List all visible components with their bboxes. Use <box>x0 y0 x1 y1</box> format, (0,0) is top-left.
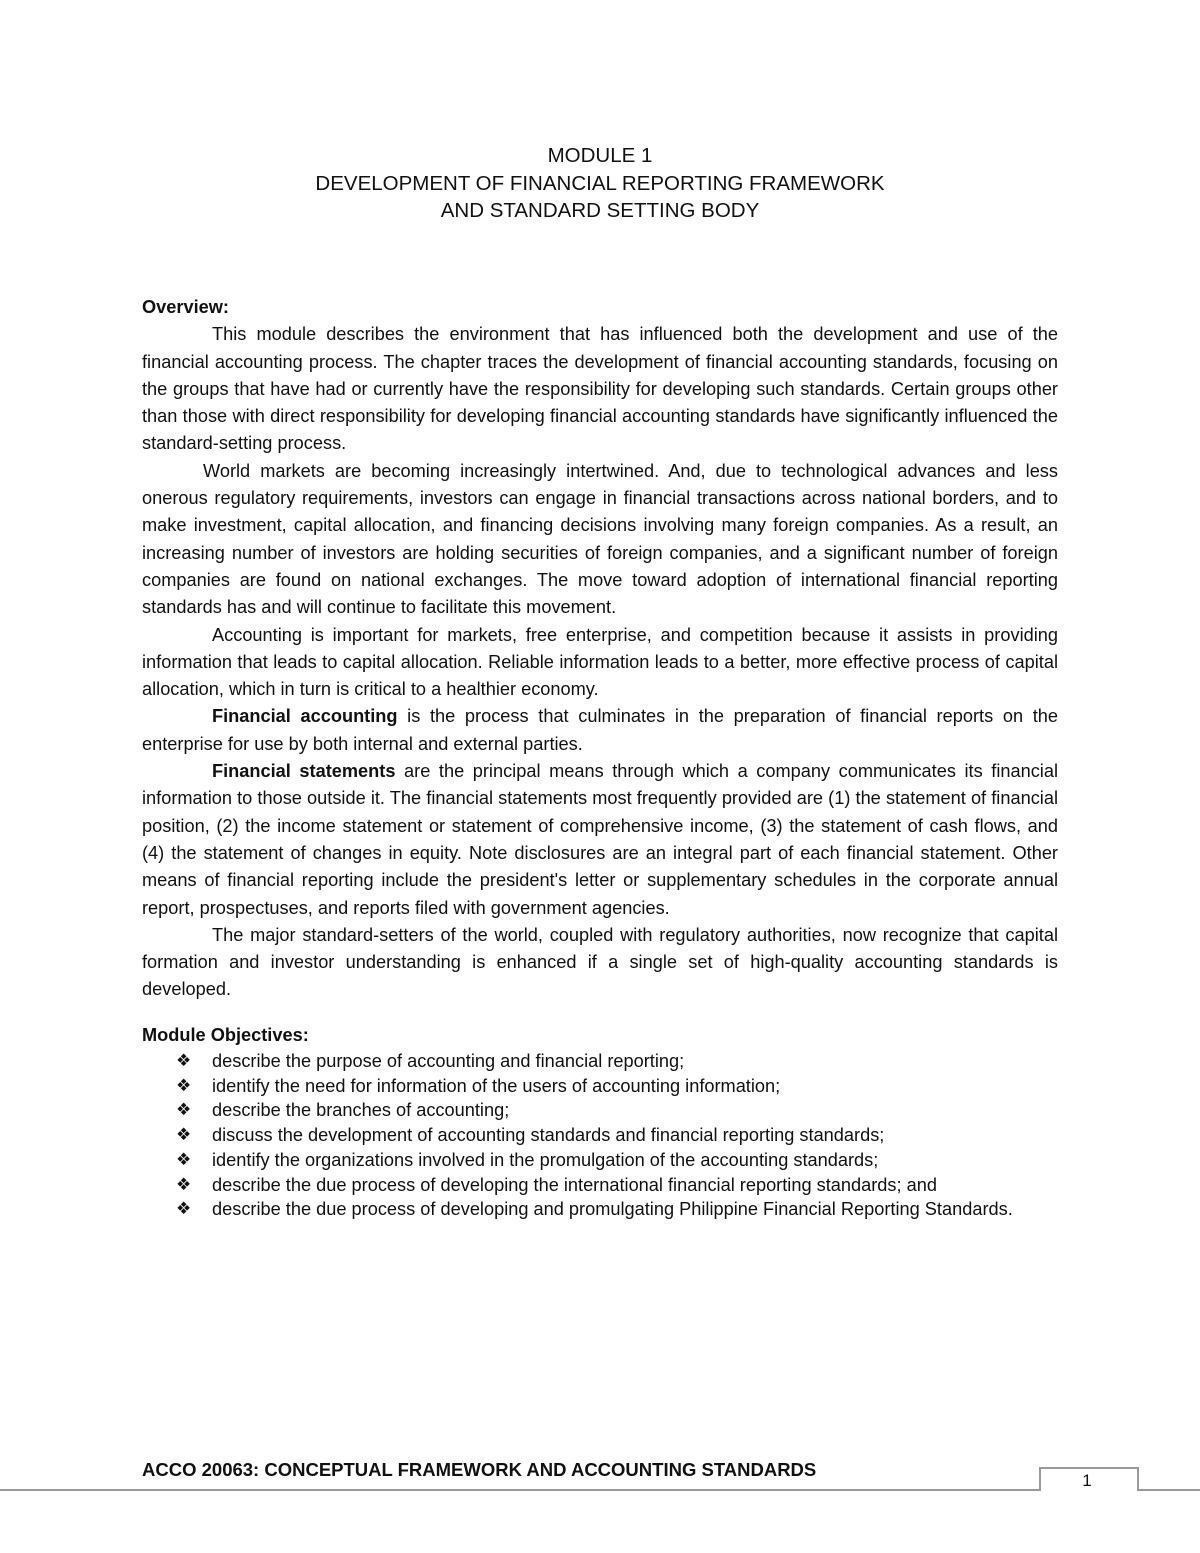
footer-course-title: ACCO 20063: CONCEPTUAL FRAMEWORK AND ACCOUNTING STANDARDS <box>142 1459 817 1480</box>
title-line-1: MODULE 1 <box>547 144 653 167</box>
footer-divider-right <box>1137 1489 1200 1491</box>
objective-text: identify the organizations involved in the promulgation of the accounting standards; <box>212 1149 879 1170</box>
objective-item <box>142 1049 1077 1074</box>
objective-text: describe the purpose of accounting and financial reporting; <box>212 1051 685 1072</box>
page-title <box>0 142 1200 225</box>
overview-paragraph-1: This module describes the environment that has influenced both the development and use of the financial accounting process. The chapter traces the development of financial accounting standards, focusing on the groups that have had or currently have the responsibility for developing such standards. Certain groups other than those with direct responsibility for developing financial accounting standards have significantly influenced the standard-setting process. <box>142 324 1058 454</box>
diamond-bullet-icon: ❖ <box>176 1075 192 1095</box>
diamond-bullet-icon: ❖ <box>176 1199 192 1219</box>
overview-paragraph-3: Accounting is important for markets, free enterprise, and competition because it assists in providing information that leads to capital allocation. Reliable information leads to a better, more effective process of capital allocation, which in turn is critical to a healthier economy. <box>142 624 1058 700</box>
overview-paragraph-5 <box>142 758 1058 922</box>
objective-text: discuss the development of accounting standards and financial reporting standards; <box>212 1125 885 1146</box>
title-line-3: AND STANDARD SETTING BODY <box>440 199 760 222</box>
objectives-heading: Module Objectives: <box>142 1024 309 1045</box>
objective-text: describe the due process of developing the international financial reporting standards; and <box>212 1174 937 1195</box>
diamond-bullet-icon: ❖ <box>176 1100 192 1120</box>
term-financial-accounting: Financial accounting <box>212 706 398 727</box>
diamond-bullet-icon: ❖ <box>176 1125 192 1145</box>
diamond-bullet-icon: ❖ <box>176 1174 192 1194</box>
objectives-list <box>142 1049 1077 1222</box>
page-number: 1 <box>1082 1471 1092 1490</box>
objective-text: describe the due process of developing and promulgating Philippine Financial Reporting Standards. <box>212 1199 1013 1220</box>
objective-item <box>142 1123 1077 1148</box>
overview-paragraph-4 <box>142 703 1058 758</box>
term-financial-statements: Financial statements <box>212 761 396 782</box>
footer-divider-left <box>0 1489 1039 1491</box>
overview-heading: Overview: <box>142 297 229 317</box>
overview-paragraph-6: The major standard-setters of the world, coupled with regulatory authorities, now recognize that capital formation and investor understanding is enhanced if a single set of high-quality accounting standards is developed. <box>142 924 1058 1000</box>
objective-text: identify the need for information of the users of accounting information; <box>212 1075 781 1096</box>
objective-item <box>142 1197 1077 1222</box>
objective-item <box>142 1098 1077 1123</box>
document-body <box>142 294 1058 1222</box>
diamond-bullet-icon: ❖ <box>176 1051 192 1071</box>
paragraph-4-text: is the process that culminates in the preparation of financial reports on the enterprise for use by both internal and external parties. <box>142 706 1059 754</box>
objective-text: describe the branches of accounting; <box>212 1100 510 1121</box>
objective-item <box>142 1173 1077 1198</box>
title-line-2: DEVELOPMENT OF FINANCIAL REPORTING FRAMEWORK <box>315 171 885 195</box>
objective-item <box>142 1074 1077 1099</box>
overview-paragraph-2: World markets are becoming increasingly intertwined. And, due to technological advances and less onerous regulatory requirements, investors can engage in financial transactions across national borders, and to make investment, capital allocation, and financing decisions involving many foreign companies. As a result, an increasing number of investors are holding securities of foreign companies, and a significant number of foreign companies are found on national exchanges. The move toward adoption of international financial reporting standards has and will continue to facilitate this movement. <box>142 460 1058 618</box>
paragraph-5-text: are the principal means through which a company communicates its financial information to those outside it. The financial statements most frequently provided are (1) the statement of financial position, (2) the income statement or statement of comprehensive income, (3) the statement of cash flows, and (4) the statement of changes in equity. Note disclosures are an integral part of each financial statement. Other means of financial reporting include the president's letter or supplementary schedules in the corporate annual report, prospectuses, and reports filed with government agencies. <box>142 761 1058 918</box>
objective-item <box>142 1148 1077 1173</box>
diamond-bullet-icon: ❖ <box>176 1149 192 1169</box>
